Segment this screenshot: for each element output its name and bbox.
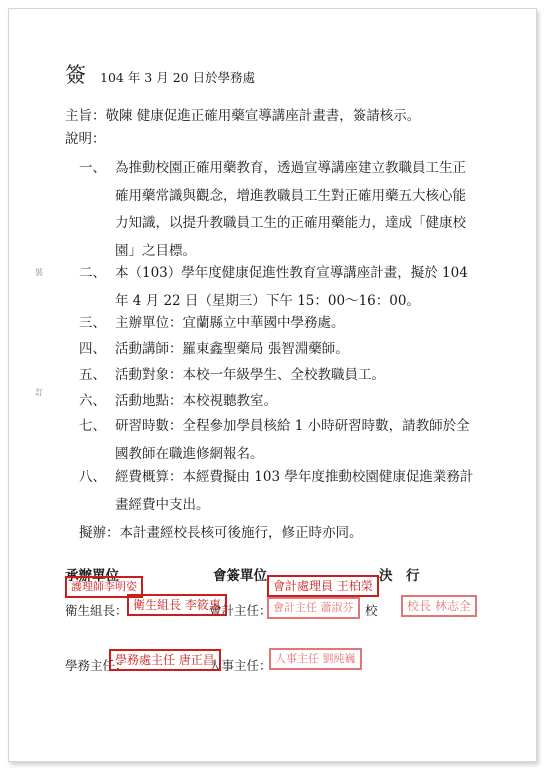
item-text: 活動講師：羅東鑫聖藥局 張智淵藥師。: [115, 341, 349, 357]
binding-mark-bottom: 訂: [35, 388, 43, 397]
list-item: [79, 260, 489, 315]
accounting-seal-stamp: 會計主任 蕭淑芬: [267, 597, 360, 619]
sign-title: 簽: [65, 63, 86, 87]
countersign-unit-heading: 會簽單位: [213, 568, 267, 584]
item-text: 國教師在職進修網報名。: [115, 445, 264, 462]
accounting-label: 會計主任：: [209, 603, 272, 618]
item-text: 力知識，以提升教職員工生的正確用藥能力，達成「健康校: [115, 215, 466, 231]
item-text: 園」之目標。: [115, 242, 196, 259]
decision-heading: 決 行: [379, 568, 420, 584]
list-item: [79, 336, 489, 364]
date-office: 104 年 3 月 20 日於學務處: [100, 70, 256, 85]
dean-label: 學務主任：: [65, 658, 128, 673]
item-text: 畫經費中支出。: [115, 496, 210, 513]
subject-line: 主旨：敬陳 健康促進正確用藥宣導講座計畫書，簽請核示。: [65, 108, 421, 124]
list-item: [79, 155, 489, 265]
item-number: 二、: [79, 265, 106, 281]
item-text: 年 4 月 22 日（星期三）下午 15：00～16：00。: [115, 292, 420, 309]
principal-stamp: 校長 林志全: [401, 595, 477, 617]
item-number: 六、: [79, 393, 106, 409]
document-header: [65, 59, 255, 89]
item-text: 主辦單位：宜蘭縣立中華國中學務處。: [115, 315, 345, 331]
item-text: 研習時數：全程參加學員核給 1 小時研習時數，請教師於全: [115, 418, 470, 434]
item-number: 一、: [79, 160, 106, 176]
item-number: 七、: [79, 418, 106, 434]
list-item: [79, 413, 489, 468]
proposal-note: 擬辦：本計畫經校長核可後施行，修正時亦同。: [79, 525, 363, 541]
personnel-label: 人事主任：: [209, 658, 272, 673]
item-text: 為推動校園正確用藥教育，透過宣導講座建立教職員工生正: [115, 160, 466, 176]
binding-mark-top: 裝: [35, 268, 43, 277]
health-leader-stamp: 衛生組長 李筱惠: [127, 594, 227, 616]
dean-stamp: 學務處主任 唐正昌: [109, 649, 221, 671]
handling-unit-heading: 承辦單位: [65, 568, 119, 584]
list-item: [79, 464, 489, 519]
item-text: 活動地點：本校視聽教室。: [115, 393, 277, 409]
item-number: 四、: [79, 341, 106, 357]
list-item: [79, 310, 489, 338]
document-page: [8, 8, 537, 762]
item-text: 確用藥常識與觀念，增進教職員工生對正確用藥五大核心能: [115, 187, 466, 204]
health-leader-label: 衛生組長：: [65, 603, 128, 618]
item-number: 八、: [79, 469, 106, 485]
list-item: [79, 388, 489, 416]
item-number: 五、: [79, 367, 106, 383]
item-number: 三、: [79, 315, 106, 331]
description-label: 說明：: [65, 131, 106, 147]
personnel-stamp: 人事主任 劉純巍: [269, 648, 362, 670]
accounting-top-stamp: 會計處理員 王柏榮: [267, 575, 379, 597]
list-item: [79, 362, 489, 390]
item-text: 活動對象：本校一年級學生、全校教職員工。: [115, 367, 385, 383]
principal-label: 校: [365, 603, 378, 618]
nurse-stamp: 護理師李明姿: [65, 576, 143, 598]
item-text: 本（103）學年度健康促進性教育宣導講座計畫，擬於 104: [115, 265, 468, 281]
item-text: 經費概算：本經費擬由 103 學年度推動校園健康促進業務計: [115, 469, 474, 485]
